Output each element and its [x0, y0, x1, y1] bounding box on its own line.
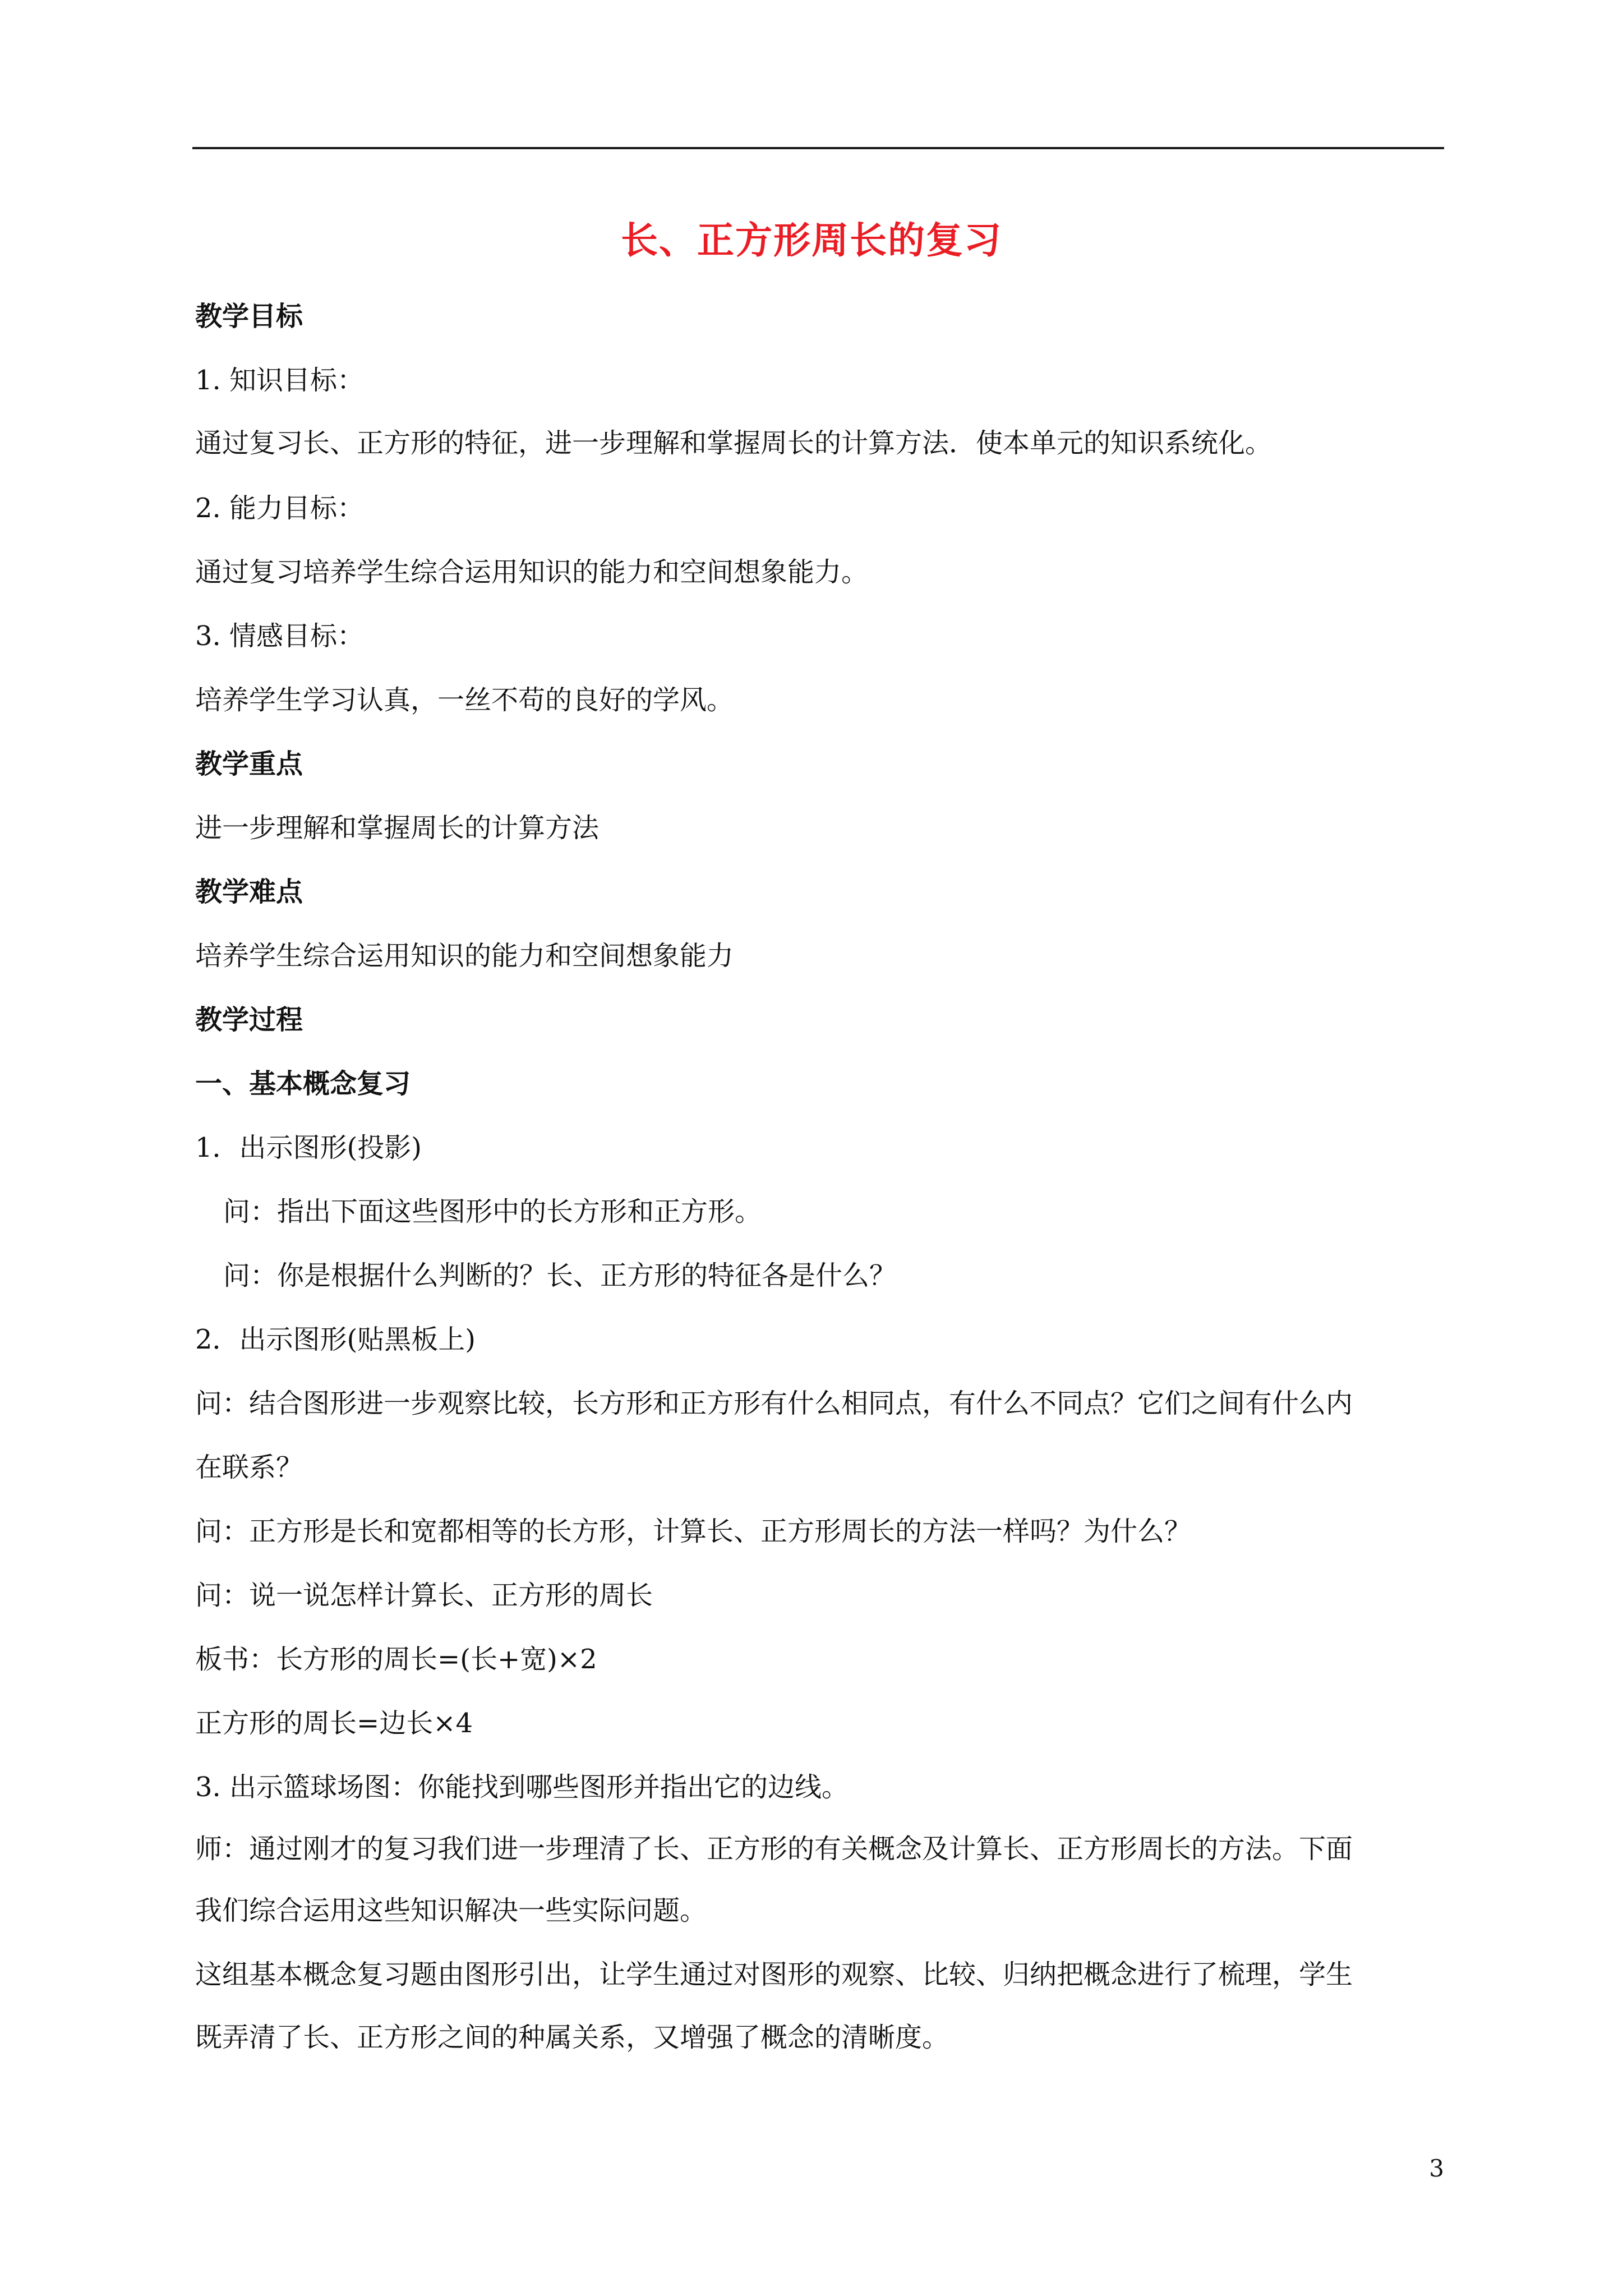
paragraph-line: 3. 情感目标： — [195, 620, 365, 652]
paragraph-line: 师：通过刚才的复习我们进一步理清了长、正方形的有关概念及计算长、正方形周长的方法。下面 — [195, 1833, 1353, 1865]
paragraph-line: 在联系？ — [195, 1452, 303, 1483]
paragraph-line: 问：指出下面这些图形中的长方形和正方形。 — [223, 1196, 762, 1227]
paragraph-line: 问：正方形是长和宽都相等的长方形，计算长、正方形周长的方法一样吗？为什么？ — [195, 1516, 1192, 1547]
paragraph-line: 培养学生学习认真，一丝不苟的良好的学风。 — [195, 684, 734, 716]
paragraph-line: 既弄清了长、正方形之间的种属关系，又增强了概念的清晰度。 — [195, 2022, 949, 2053]
paragraph-line: 问：你是根据什么判断的？长、正方形的特征各是什么？ — [223, 1260, 897, 1291]
heading-concept-review: 一、基本概念复习 — [195, 1068, 411, 1099]
formula-square-perimeter: 正方形的周长=边长×4 — [195, 1708, 473, 1739]
paragraph-line: 1．出示图形(投影) — [195, 1132, 422, 1163]
formula-rectangle-perimeter: 板书：长方形的周长=(长+宽)×2 — [195, 1644, 597, 1675]
heading-key-points: 教学重点 — [195, 748, 303, 780]
heading-teaching-process: 教学过程 — [195, 1004, 303, 1036]
paragraph-line: 培养学生综合运用知识的能力和空间想象能力 — [195, 940, 734, 972]
heading-teaching-objectives: 教学目标 — [195, 301, 303, 332]
paragraph-line: 问：说一说怎样计算长、正方形的周长 — [195, 1580, 653, 1611]
paragraph-line: 3. 出示篮球场图：你能找到哪些图形并指出它的边线。 — [195, 1772, 849, 1803]
paragraph-line: 2．出示图形(贴黑板上) — [195, 1324, 476, 1355]
paragraph-line: 这组基本概念复习题由图形引出，让学生通过对图形的观察、比较、归纳把概念进行了梳理，学生 — [195, 1959, 1353, 1990]
paragraph-line: 1. 知识目标： — [195, 365, 365, 396]
paragraph-line: 我们综合运用这些知识解决一些实际问题。 — [195, 1895, 707, 1926]
page-number: 3 — [1429, 2155, 1444, 2182]
header-rule — [192, 147, 1444, 149]
paragraph-line: 2. 能力目标： — [195, 493, 365, 524]
document-title: 长、正方形周长的复习 — [621, 218, 1002, 262]
paragraph-line: 进一步理解和掌握周长的计算方法 — [195, 812, 600, 844]
paragraph-line: 问：结合图形进一步观察比较，长方形和正方形有什么相同点，有什么不同点？它们之间有什么内 — [195, 1388, 1353, 1419]
heading-difficult-points: 教学难点 — [195, 876, 303, 908]
paragraph-line: 通过复习长、正方形的特征，进一步理解和掌握周长的计算方法．使本单元的知识系统化。 — [195, 427, 1272, 459]
paragraph-line: 通过复习培养学生综合运用知识的能力和空间想象能力。 — [195, 556, 869, 588]
